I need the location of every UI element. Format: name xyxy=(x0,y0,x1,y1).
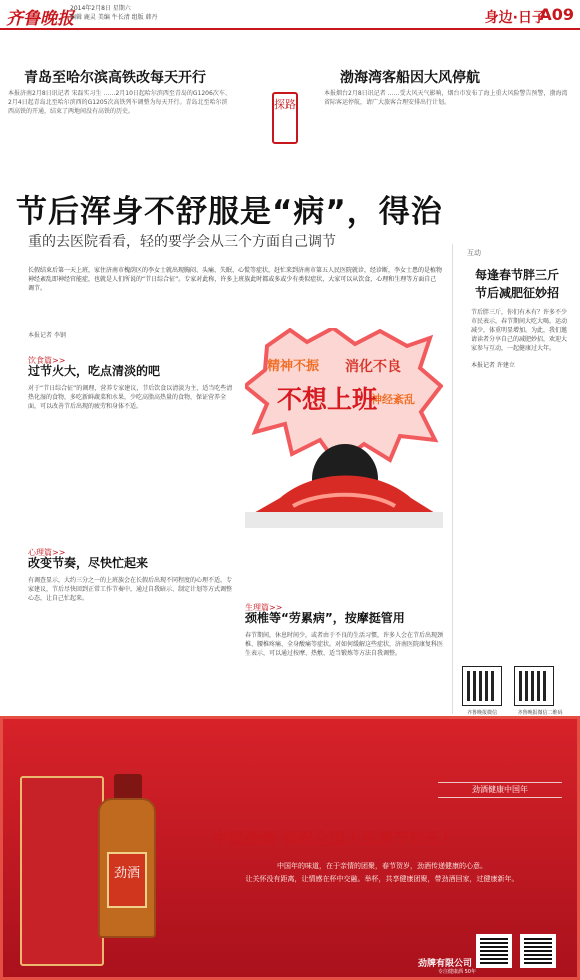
issue-meta: 2014年2月8日 星期六 编辑 鹿灵 美编 牛长清 组版 韩丹 xyxy=(70,5,158,21)
ad-brand: 劲牌有限公司 xyxy=(418,959,473,969)
subheadline: 重的去医院看看，轻的要学会从三个方面自己调节 xyxy=(28,234,336,250)
sidebar-title: 每逢春节胖三斤 节后减肥征妙招 xyxy=(475,268,560,300)
ad-slogan: 中国劲酒 恭祝全国人民春节快乐！ xyxy=(212,829,458,848)
photo-illustration xyxy=(245,328,443,528)
qr-label: 齐鲁晚报微信二维码 xyxy=(517,710,563,716)
brief-left xyxy=(0,30,240,148)
brief-text: 本报烟台2月8日讯记者 ……受大风天气影响，烟台市发布了海上重大风险警告预警，渤海湾省际客运停航，请广大旅客合理安排出行计划。 xyxy=(324,90,568,106)
page-number: A09 xyxy=(539,5,574,24)
explore-badge: 探路 xyxy=(272,92,298,144)
photo-word: 不想上班 xyxy=(277,385,378,414)
tired-worker-photo xyxy=(245,328,443,528)
article-title: 改变节奏，尽快忙起来 xyxy=(28,556,149,570)
article-title: 颈椎等“劳累病”，按摩挺管用 xyxy=(245,611,405,625)
weight-loss-sidebar xyxy=(452,244,580,714)
lead-paragraph: 长假结束后第一天上班，家住济南市槐荫区的李女士就出现胸闷、头痛、失眠、心慌等症状，赶忙来到济南市第五人民医院就诊，经诊断，李女士患的是植物神经紊乱即神经官能症，也就是人们所说的“节日综合征”。专家对此称，许多上班族此时都或多或少有类似症状，大家可以从饮食、心理和生理等方面自己调节。 xyxy=(28,267,443,292)
brief-right xyxy=(316,30,580,148)
mind-article xyxy=(28,548,233,708)
qr-code[interactable] xyxy=(514,666,554,706)
ad-year-banner: 劲酒健康中国年 xyxy=(438,782,562,798)
sidebar-label: 互动 xyxy=(467,249,481,257)
brief-title: 渤海湾客船因大风停航 xyxy=(340,70,480,86)
article-text: 春节期间，休息时间少，或者由于不良的生活习惯，许多人会在节后出现颈椎、腰椎疼痛、全身酸痛等症状。对如何缓解这些症状，济南医院康复科医生表示，可以通过按摩、热敷、适当锻炼等方法自我调整。 xyxy=(245,632,444,657)
section-tag: 饮食篇>> xyxy=(28,356,66,365)
section-tag: 生理篇>> xyxy=(245,603,283,612)
liquor-advertisement xyxy=(0,716,580,980)
qr-label: 齐鲁晚报微信 xyxy=(466,710,497,716)
sidebar-byline: 本报记者 许建立 xyxy=(471,362,515,369)
bottle-label: 劲酒 xyxy=(107,852,147,908)
brief-title: 青岛至哈尔滨高铁改每天开行 xyxy=(24,70,206,86)
brief-text: 本报济南2月8日讯记者 宋磊实习生 ……2月10日起哈尔滨西至青岛的G1206次车、2月4日起青岛北至哈尔滨西的G1205次高铁列车调整为每天开行。青岛北至哈尔滨西高铁的开通，结束了两地间没有高铁的历史。 xyxy=(8,90,231,115)
article-text: 有调查显示，大约三分之一的上班族会在长假后出现不同程度的心理不适。专家建议，节后尽快回到正常工作节奏中，通过自我暗示、制定计划等方式调整心态，让自己忙起来。 xyxy=(28,577,233,602)
ad-qr-code[interactable] xyxy=(476,934,512,968)
article-title: 过节火大，吃点清淡的吧 xyxy=(28,364,161,378)
diet-article xyxy=(28,356,233,556)
section-tag: 心理篇>> xyxy=(28,548,66,557)
photo-word: 神经紊乱 xyxy=(371,393,415,406)
body-article xyxy=(245,603,445,711)
section-title: 身边·日子 xyxy=(484,10,546,26)
photo-word: 消化不良 xyxy=(345,359,401,375)
photo-word: 精神不振 xyxy=(267,359,320,374)
ad-copy: 中国年的味道，在于亲情的团聚，春节贺岁，劲酒传递健康的心意。 让关怀没有距离，让情感在杯中交融。举杯，共享健康团聚，带劲酒回家，过健康新年。 xyxy=(245,862,519,883)
sidebar-text: 节后胖三斤，你们有木有？许多不少市民表示，春节期间大吃大喝，运动减少，体重明显增加。为此，我们邀请读者分享自己的减肥妙招，欢迎大家参与互动，一起健康过大年。 xyxy=(471,309,568,352)
masthead xyxy=(0,0,580,30)
ad-qr-code[interactable] xyxy=(520,934,556,968)
byline: 本报记者 李钢 xyxy=(28,332,66,339)
main-headline: 节后浑身不舒服是“病”，得治 xyxy=(16,194,443,230)
bottle-gift-box xyxy=(20,776,104,966)
article-text: 对于“节日综合征”的调理，营养专家建议，节后饮食以清淡为主，适当吃些清热化湿的食物，多吃新鲜蔬菜和水果，少吃高脂高热量的食物，保证营养全面，可以改善节后出现的疲劳和身体不适。 xyxy=(28,385,233,410)
ad-brand-tagline: 专注健康酒 50年 xyxy=(438,969,476,975)
newspaper-logo: 齐鲁晚报 xyxy=(6,9,74,29)
qr-code[interactable] xyxy=(462,666,502,706)
